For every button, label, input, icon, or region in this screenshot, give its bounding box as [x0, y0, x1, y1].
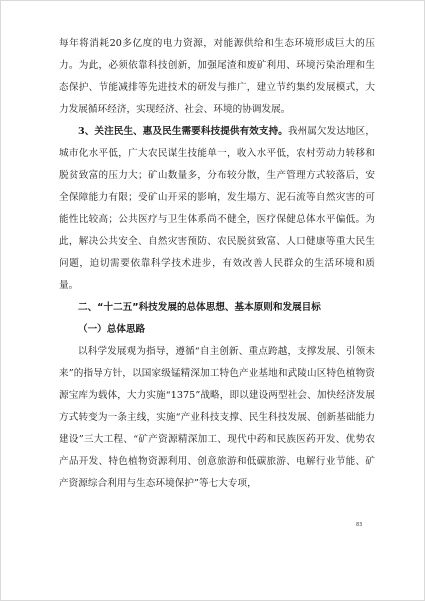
- page-number: 83: [356, 522, 363, 528]
- paragraph-livelihood-lead: 3、关注民生、惠及民生需要科技提供有效支持。: [78, 126, 288, 137]
- paragraph-livelihood-body: 我州属欠发达地区，城市化水平低，广大农民谋生技能单一，收入水平低，农村劳动力转移和脱贫致富的压力大；矿山数量多，分布较分散，生产管理方式较落后，安全保障能力有限；受矿山开采的影响，发生塌方、泥石流等自然灾害的可能性比较高；公共医疗与卫生体系尚不健全，医疗保健总体水平偏低。为此，解决公共安全、自然灾害预防、农民脱贫致富、人口健康等重大民生问题，迫切需要依靠科学技术进步，有效改善人民群众的生活环境和质量。: [59, 126, 376, 291]
- section-heading: 二、“十二五”科技发展的总体思想、基本原则和发展目标: [78, 302, 321, 313]
- paragraph-energy-pressure: 每年将消耗20多亿度的电力资源，对能源供给和生态环境形成巨大的压力。为此，必须依靠科技创新，加强尾渣和废矿利用、环境污染治理和生态保护、节能减排等先进技术的研发与推广，建立节约集约发展模式，大力发展循环经济，实现经济、社会、环境的协调发展。: [59, 38, 375, 115]
- paragraph-livelihood: [59, 121, 375, 297]
- paragraph-overall-approach: 以科学发展观为指导，遵循“自主创新、重点跨越，支撑发展、引领未来”的指导方针，以国家级锰精深加工特色产业基地和武陵山区特色植物资源宝库为载体，大力实施“1375”战略，即以建设两型社会、加快经济发展方式转变为一条主线，实施“产业科技支撑、民生科技发展、创新基础能力建设”三大工程、“矿产资源精深加工、现代中药和民族医药开发、优势农产品开发、特色植物资源利用、创意旅游和低碳旅游、电解行业节能、矿产资源综合利用与生态环境保护”等七大专项，: [59, 346, 375, 489]
- document-body: [59, 33, 375, 495]
- subsection-heading: （一）总体思路: [78, 324, 146, 335]
